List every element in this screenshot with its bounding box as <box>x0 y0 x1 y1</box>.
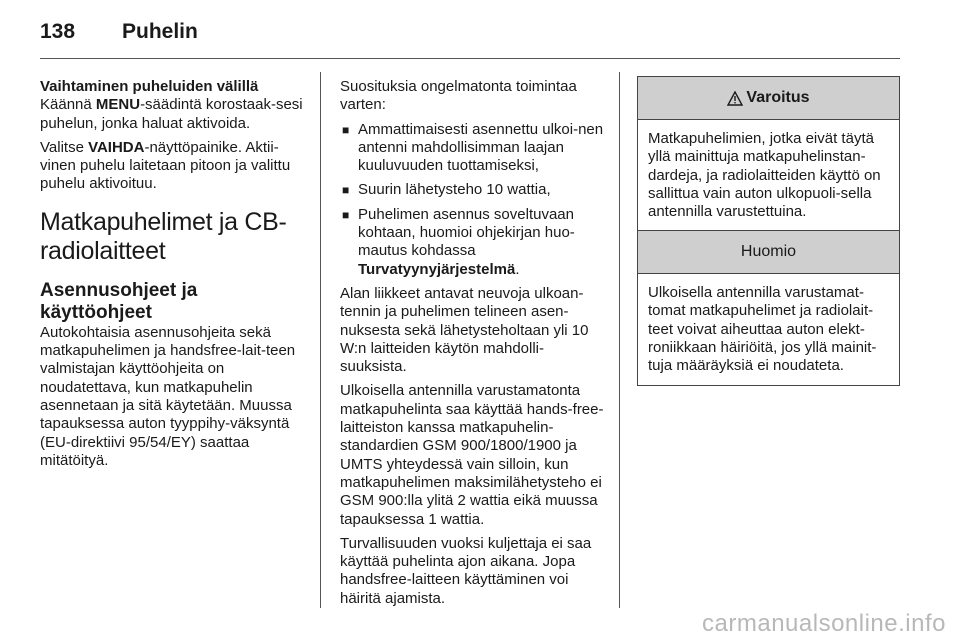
paragraph-gsm: Ulkoisella antennilla varustamatonta matkapuhelinta saa käyttää hands-free-laitteiston kanssa matkapuhelin-standardien GSM 900/1800/1900 ja UMTS yhteydessä vain silloin, kun matkapuhelimen maksimilähetysteho ei GSM 900:lla ylitä 2 wattia eikä muussa tapauksessa 1 wattia. <box>340 382 604 528</box>
paragraph-installation: Autokohtaisia asennusohjeita sekä matkapuhelimen ja handsfree-lait-teen valmistajan käyttöohjeita on noudatettava, kun matkapuhelin asennetaan ja sitä käytetään. Muussa tapauksessa auton tyyppihy-väksyntä (EU-direktiivi 95/54/EY) saattaa mitätöityä. <box>40 323 296 469</box>
warning-triangle-icon <box>727 91 743 106</box>
note-body: Ulkoisella antennilla varustamat-tomat matkapuhelimet ja radiolait-teet voivat aiheuttaa auton elekt-roniikkaan häiriöitä, jos yllä mainit-tuja määräyksiä ei noudateta. <box>648 284 877 375</box>
note-title: Huomio <box>740 242 797 260</box>
list-item: ■ Suurin lähetysteho 10 wattia, <box>342 181 551 199</box>
warning-header <box>638 77 899 120</box>
recommendations-list <box>340 121 605 279</box>
middle-column <box>340 78 605 614</box>
warning-body: Matkapuhelimien, jotka eivät täytä yllä mainittuja matkapuhelinstan-dardeja, ja radiolaitteiden käyttö on sallittua vain auton ulkopuoli-sella antennilla varustettuina. <box>648 130 881 221</box>
paragraph-vaihda: Valitse VAIHDA-näyttöpainike. Aktii-vinen puhelu laitetaan pitoon ja valittu puhelu aktivoituu. <box>40 138 291 193</box>
list-item: ■ Puhelimen asennus soveltuvaan kohtaan, huomioi ohjekirjan huo-mautus kohdassa Turvatyynyjärjestelmä. <box>342 205 575 278</box>
page-header <box>40 18 900 59</box>
menu-keyword: MENU <box>95 96 141 114</box>
section-heading: Matkapuhelimet ja CB-radiolaitteet <box>40 207 287 265</box>
watermark: carmanualsonline.info <box>702 610 946 637</box>
left-column <box>40 78 310 476</box>
subheading-switch-calls: Vaihtaminen puheluiden välillä <box>40 78 259 95</box>
recommendations-intro: Suosituksia ongelmatonta toimintaa varten: <box>340 78 577 114</box>
column-divider-right <box>619 72 620 608</box>
list-item: ■ Ammattimaisesti asennettu ulkoi-nen antenni mahdollisimman laajan kuuluvuuden tuottamiseksi, <box>342 120 604 175</box>
paragraph-safety: Turvallisuuden vuoksi kuljettaja ei saa käyttää puhelinta ajon aikana. Jopa handsfree-laitteen käyttäminen voi häiritä ajamista. <box>340 534 592 607</box>
bullet-icon: ■ <box>342 183 350 198</box>
paragraph-dealers: Alan liikkeet antavat neuvoja ulkoan-tennin ja puhelimen telineen asen-nuksesta sekä lähetysteholtaan yli 10 W:n laitteiden käytön mahdolli-suuksista. <box>340 284 589 376</box>
note-box <box>637 230 900 386</box>
warning-box <box>637 76 900 232</box>
page-number: 138 <box>40 20 76 43</box>
airbag-reference: Turvatyynyjärjestelmä <box>358 260 516 278</box>
column-divider-left <box>320 72 321 608</box>
note-header <box>638 231 899 274</box>
bullet-icon: ■ <box>342 122 350 137</box>
bullet-icon: ■ <box>342 207 350 222</box>
subsection-heading: Asennusohjeet ja käyttöohjeet <box>40 279 198 323</box>
warning-title: Varoitus <box>746 88 810 106</box>
paragraph-menu: Käännä MENU-säädintä korostaak-sesi puhelun, jonka haluat aktivoida. <box>40 96 303 132</box>
page-title: Puhelin <box>122 20 198 43</box>
vaihda-keyword: VAIHDA <box>88 138 145 156</box>
